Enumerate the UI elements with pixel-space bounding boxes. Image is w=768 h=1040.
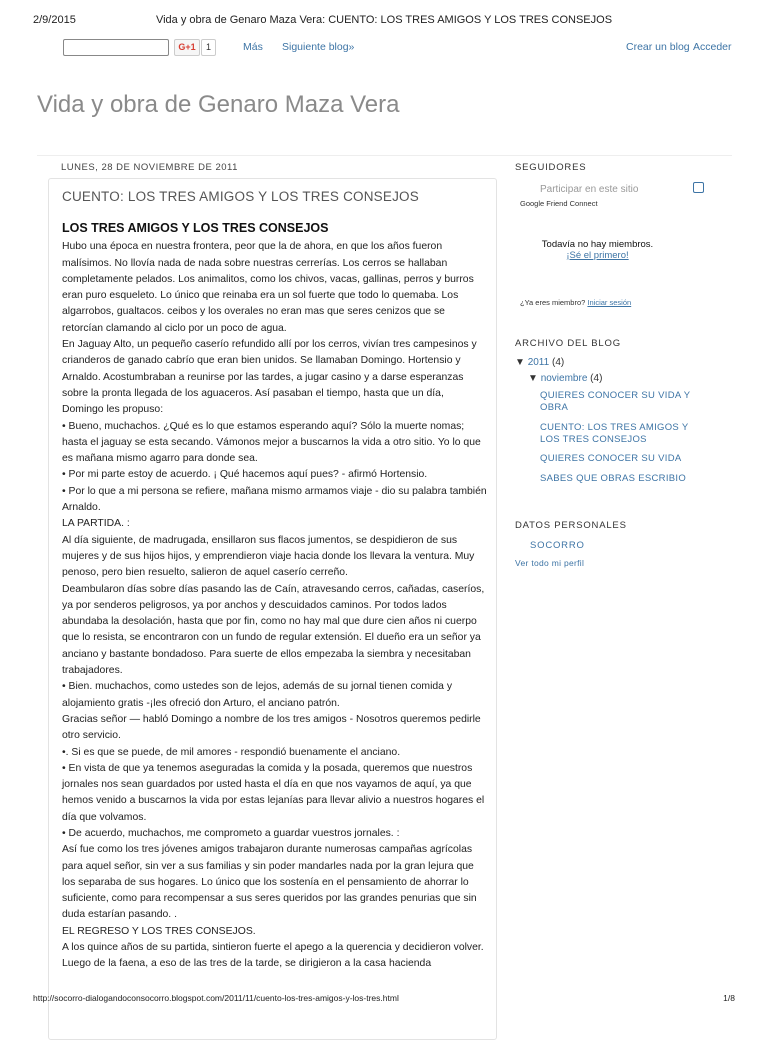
be-first-link[interactable]: ¡Sé el primero!	[566, 250, 629, 261]
expand-toggle-icon[interactable]: ▼	[515, 357, 525, 368]
post-paragraph: Así fue como los tres jóvenes amigos trabajaron durante numerosas campañas agrícolas para aquel señor, sin ver a sus familias y sin poder mandarles nada por la gran lejura que los separaba de sus hogares. Lo único que los sostenía en el pensamiento de ahorrar lo suficiente, como para recompensar a sus seres queridos por las grandes penurias que sin duda estarían pasando. .	[62, 844, 477, 921]
header-divider	[37, 155, 732, 156]
more-link[interactable]: Más	[243, 41, 263, 53]
blogger-navbar	[63, 37, 732, 59]
post-paragraph: EL REGRESO Y LOS TRES CONSEJOS.	[62, 925, 256, 937]
post-paragraph: LA PARTIDA. :	[62, 518, 130, 530]
archive-post-link[interactable]: SABES QUE OBRAS ESCRIBIO	[540, 473, 687, 484]
post-title[interactable]: CUENTO: LOS TRES AMIGOS Y LOS TRES CONSEJOS	[62, 189, 419, 204]
post-paragraph: Hubo una época en nuestra frontera, peor que la de ahora, en que los años fueron malísimos. No llovía nada de nada sobre nuestras cerrerías. Los cerros se hallaban completamente pelados. Los animalitos, como los chivos, vacas, gallinas, perros y burros eran puro esqueleto. Lo único que reinaba era un sol fuerte que todo lo quemaba. Los algarrobos, gualtacos. ceibos y los overales no eran mas que seres cenizos que se retorcían clamando al ciclo por un poco de agua.	[62, 241, 474, 334]
google-plus-one-count: 1	[201, 39, 216, 56]
profile-widget	[515, 520, 730, 568]
print-page-number: 1/8	[723, 993, 735, 1003]
post-paragraph: Deambularon días sobre días pasando las de Caín, atravesando cerros, cañadas, caseríos, ya por senderos peligrosos, ya por anchos y descuidados caminos. Por todos lados abundaba la desolación, hasta que por fin, como no hay mal que dure cien años ni cuerpo que lo resista, se encontraron con un fundo de regular extensión. El dueño era un señor ya anciano y bastante bondadoso. Para suerte de ellos empezaba la siembra y necesitaban trabajadores.	[62, 583, 485, 677]
print-page-title: Vida y obra de Genaro Maza Vera: CUENTO: LOS TRES AMIGOS Y LOS TRES CONSEJOS	[155, 14, 613, 26]
view-profile-link[interactable]: Ver todo mi perfil	[515, 558, 585, 568]
post-date-header: LUNES, 28 DE NOVIEMBRE DE 2011	[61, 162, 238, 173]
print-date: 2/9/2015	[33, 14, 76, 26]
archive-post-link[interactable]: QUIERES CONOCER SU VIDA Y OBRA	[540, 390, 691, 413]
followers-heading: SEGUIDORES	[515, 162, 587, 173]
open-window-icon[interactable]	[693, 182, 704, 193]
post-paragraph: • Por lo que a mi persona se refiere, mañana mismo armamos viaje - dio su palabra también Arnaldo.	[62, 485, 487, 514]
post-body	[62, 220, 487, 973]
post-paragraph: • Bien. muchachos, como ustedes son de lejos, además de su jornal tienen comida y alojamiento gratis -¡les ofreció don Arturo, el anciano patrón.	[62, 681, 453, 709]
archive-year-link[interactable]: 2011	[527, 357, 550, 368]
archive-month-row	[528, 373, 602, 384]
google-friend-connect-label: Google Friend Connect	[520, 199, 598, 208]
blog-title[interactable]: Vida y obra de Genaro Maza Vera	[37, 91, 400, 118]
followers-widget	[515, 162, 730, 307]
sign-in-link[interactable]: Acceder	[693, 41, 732, 53]
create-blog-link[interactable]: Crear un blog	[626, 41, 690, 53]
archive-month-link[interactable]: noviembre	[540, 373, 588, 384]
join-site-link[interactable]: Participar en este sitio	[540, 184, 639, 195]
archive-heading: ARCHIVO DEL BLOG	[515, 338, 621, 349]
next-blog-link[interactable]: Siguiente blog»	[282, 41, 355, 53]
post-paragraph: •. Si es que se puede, de mil amores - respondió buenamente el anciano.	[62, 746, 401, 758]
archive-post-link[interactable]: QUIERES CONOCER SU VIDA	[540, 453, 682, 464]
member-sign-in-link[interactable]: Iniciar sesión	[587, 298, 632, 307]
expand-toggle-icon[interactable]: ▼	[528, 373, 538, 384]
post-heading: LOS TRES AMIGOS Y LOS TRES CONSEJOS	[62, 221, 329, 235]
post-paragraph: En Jaguay Alto, un pequeño caserío refundido allí por los cerros, vivían tres campesinos y crianderos de ganado cabrío que eran bien unidos. Se llamaban Domingo. Hortensio y Arnaldo. Acostumbraban a reunirse por las tardes, a jugar casino y a darse esperanzas sobre la pronta llegada de los aguaceros. Así pasaban el tiempo, hasta que un día, Domingo les propuso:	[62, 339, 477, 416]
archive-year-row	[515, 357, 564, 368]
archive-month-count: (4)	[590, 373, 603, 384]
google-plus-one-button[interactable]: G+1	[174, 39, 200, 56]
archive-year-count: (4)	[551, 357, 565, 368]
profile-name-link[interactable]: SOCORRO	[530, 540, 585, 551]
print-header	[33, 14, 735, 30]
profile-heading: DATOS PERSONALES	[515, 520, 627, 531]
no-members-text: Todavía no hay miembros.	[541, 239, 654, 250]
archive-post-link[interactable]: CUENTO: LOS TRES AMIGOS Y LOS TRES CONSEJOS	[540, 422, 689, 445]
already-member-label: ¿Ya eres miembro?	[520, 298, 586, 307]
post-paragraph: • Bueno, muchachos. ¿Qué es lo que estamos esperando aquí? Sólo la muerte nomas; hasta el jaguay se esta secando. Vámonos mejor a buscarnos la vida a otro sitio. Yo lo que es mañana mismo agarro para donde sea.	[62, 420, 481, 465]
post-paragraph: Al día siguiente, de madrugada, ensillaron sus flacos jumentos, se despidieron de sus mujeres y de sus hijos hijos, y emprendieron viaje hacia donde los llevara la ventura. Muy penoso, pero bien resuelto, salieron de aquel caserío cerreño.	[62, 534, 475, 579]
print-url: http://socorro-dialogandoconsocorro.blogspot.com/2011/11/cuento-los-tres-amigos-y-los-tres.html	[33, 993, 399, 1003]
post-paragraph: • En vista de que ya tenemos aseguradas la comida y la posada, queremos que nuestros jornales nos sean guardados por usted hasta el día en que nos vayamos de aquí, ya que hemos venido a buscarnos la vida por estas lejanías para llevar alivio a nuestros hogares el día que volvamos.	[62, 762, 485, 823]
blog-archive-widget	[515, 338, 730, 484]
navbar-search-input[interactable]	[63, 39, 169, 56]
post-paragraph: A los quince años de su partida, sintieron fuerte el apego a la querencia y decidieron volver. Luego de la faena, a eso de las tres de la tarde, se dirigieron a la casa hacienda	[62, 942, 484, 970]
already-member-text	[520, 298, 631, 307]
post-paragraph: Gracias señor — habló Domingo a nombre de los tres amigos - Nosotros queremos pedirle otro servicio.	[62, 713, 481, 742]
post-paragraph: • Por mi parte estoy de acuerdo. ¡ Qué hacemos aquí pues? - afirmó Hortensio.	[62, 469, 428, 481]
post-paragraph: • De acuerdo, muchachos, me comprometo a guardar vuestros jornales. :	[62, 827, 400, 839]
